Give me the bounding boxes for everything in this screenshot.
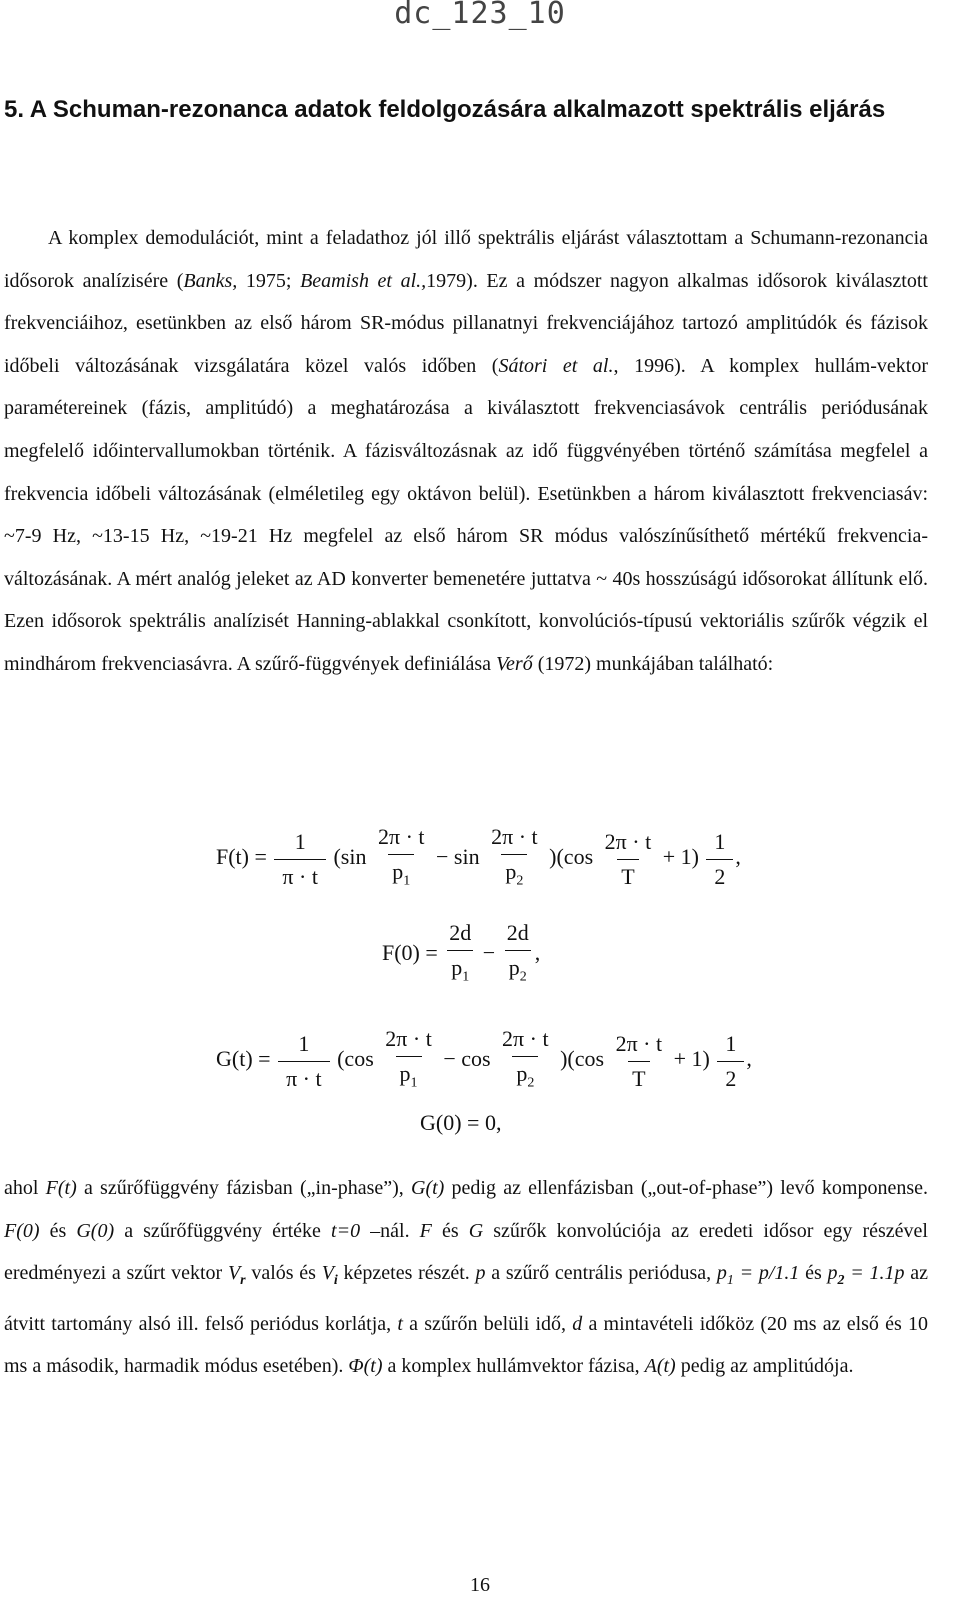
text-run: az átvitt tartomány alsó ill. felső periódus korlátja, [4,1262,929,1335]
eq-operator: )(cos [549,844,594,870]
eq-numerator: 1 [294,828,306,854]
math-symbol: A(t) [644,1355,676,1378]
eq-denominator: $p_1$ [396,1056,422,1100]
paragraph-intro [4,217,928,686]
eq-numerator: 1 [725,1030,737,1056]
math-symbol: F [419,1219,432,1242]
math-symbol: Φ(t) [348,1355,383,1378]
equation-g-t [216,1022,752,1100]
eq-fraction [487,820,542,898]
equation-f-zero [382,916,540,994]
text-run: pedig az ellenfázisban („out-of-phase”) levő komponense. [444,1177,928,1199]
eq-fraction [706,825,733,894]
eq-numerator: 2π · t [377,824,425,849]
math-symbol: G(t) [411,1177,445,1199]
text-run: és [431,1219,469,1242]
text-run: és [39,1219,77,1242]
eq-denominator: $p_2$ [512,1056,538,1100]
eq-operator: (cos [337,1046,374,1072]
eq-denominator: 2 [706,859,733,894]
eq-numerator: 2π · t [502,1026,549,1051]
math-symbol: $V_r$ [227,1262,246,1289]
eq-numerator: 2π · t [604,828,652,854]
text-run: 1975; [237,269,301,292]
math-symbol: $p_1 = p/1.1$ [716,1262,800,1289]
eq-numerator: 2π · t [385,1026,432,1051]
text-run: a szűrő centrális periódusa, [485,1262,717,1285]
text-run: (1972) munkájában található: [532,652,774,675]
eq-fraction [503,916,533,994]
math-symbol: p [475,1262,486,1285]
eq-fraction [601,825,656,894]
eq-operator: − cos [443,1046,491,1072]
eq-operator: )(cos [560,1046,605,1072]
equation-f-t [216,820,741,898]
eq-fraction [374,820,429,898]
eq-denominator: $p_1$ [447,950,473,994]
text-run: a szűrőfüggvény értéke [114,1219,332,1242]
eq-numerator: 1 [298,1030,310,1056]
eq-denominator: π · t [274,859,326,894]
math-symbol: F(0) [4,1219,40,1242]
eq-fraction [498,1022,553,1100]
eq-denominator: π · t [278,1061,330,1096]
paragraph-explanation [4,1167,928,1388]
section-heading: 5. A Schuman-rezonanca adatok feldolgozására alkalmazott spektrális eljárás [4,96,886,123]
page-number: 16 [470,1574,490,1596]
eq-numerator: 2d [449,920,472,945]
eq-fraction [381,1022,436,1100]
eq-operator: − sin [436,844,480,870]
eq-numerator: 1 [714,828,726,854]
eq-punctuation: , [735,844,741,870]
eq-fraction [274,825,326,894]
text-run: ahol [4,1177,46,1199]
eq-operator: + 1) [662,844,699,870]
text-run: szűrők konvolúciója az eredeti idősor egy részével eredményezi a szűrt vektor [4,1219,928,1285]
document-id-header: dc_123_10 [394,0,566,31]
text-run: 1979). Ez a módszer nagyon alkalmas idősorok kiválasztott frekvenciáihoz, esetünkben az első három SR-módus pillanatnyi frekvenciájához tartozó amplitúdók és fázisok időbeli változásának vizsgálatára közel valós időben ( [4,269,928,377]
text-run: a szűrőn belüli idő, [402,1312,573,1335]
eq-lhs: G(t) = [216,1046,271,1072]
eq-denominator: $p_1$ [388,854,414,898]
text-run: , 1996). A komplex hullám-vektor paramétereinek (fázis, amplitúdó) a meghatározása a kiválasztott frekvenciasávok centrális periódusának megfelelő időintervallumokban történik. A fázisváltozásnak az idő függvényében történő számítása megfelel a frekvencia időbeli változásának (elméletileg egy oktávon belül). Esetünkben a három kiválasztott frekvenciasáv: ~7-9 Hz, ~13-15 Hz, ~19-21 Hz megfelel az első három SR módus valószínűsíthető mértékű frekvencia-változásának. A mért analóg jeleket az AD konverter bemenetére juttatva ~ 40s hosszúságú idősorokat állítunk elő. Ezen idősorok spektrális analízisét Hanning-ablakkal csonkított, konvolúciós-típusú vektoriális szűrők végzik el mindhárom frekvenciasávra. A szűrő-függvények definiálása [4,354,929,675]
eq-punctuation: , [495,1110,502,1135]
eq-fraction [717,1027,744,1096]
math-symbol: t [397,1312,403,1335]
citation-author: Verő [496,652,533,675]
math-symbol: G [468,1219,484,1242]
eq-numerator: 2d [506,920,529,945]
eq-denominator: 2 [717,1061,744,1096]
text-run: és [799,1262,828,1285]
text-run: a komplex hullámvektor fázisa, [382,1355,645,1378]
math-symbol: G(0) [76,1219,115,1242]
text-run: a mintavételi időköz (20 ms az első és 10 ms a második, harmadik módus esetében). [4,1312,928,1378]
eq-operator: + 1) [673,1046,710,1072]
eq-lhs: F(t) = [216,844,267,870]
eq-operator: (sin [333,844,367,870]
math-symbol: d [572,1312,583,1335]
eq-punctuation: , [534,940,541,966]
text-run: képzetes részét. [337,1262,476,1285]
eq-operator: − [482,940,496,966]
text-run: pedig az amplitúdója. [675,1355,854,1378]
citation-author: Banks, [183,269,238,292]
citation-author: Sátori et al. [498,354,614,377]
eq-fraction [278,1027,330,1096]
eq-numerator: 2π · t [491,824,538,849]
equation-g-zero [420,1110,501,1136]
math-symbol: $V_i$ [321,1262,338,1289]
eq-denominator: $p_2$ [501,854,527,898]
eq-lhs: F(0) = [382,940,438,966]
math-symbol: F(t) [45,1177,77,1199]
eq-punctuation: , [746,1046,752,1072]
text-run: valós és [245,1262,322,1285]
citation-author: Beamish et al., [300,269,427,292]
eq-fraction [445,916,475,994]
eq-fraction [612,1027,667,1096]
eq-numerator: 2π · t [615,1030,663,1056]
math-symbol: t=0 [331,1219,361,1242]
eq-body: G(0) = 0 [420,1110,496,1135]
eq-denominator: $p_2$ [505,950,531,994]
eq-denominator: T [628,1061,649,1096]
text-run: –nál. [360,1219,420,1242]
math-symbol: $p_2 = 1.1p$ [827,1262,905,1289]
eq-denominator: T [617,859,638,894]
text-run: a szűrőfüggvény fázisban („in-phase”), [76,1177,412,1199]
text-run: A komplex demodulációt, mint a feladathoz jól illő spektrális eljárást választottam a Schumann-rezonancia idősorok analízisére ( [4,227,928,292]
